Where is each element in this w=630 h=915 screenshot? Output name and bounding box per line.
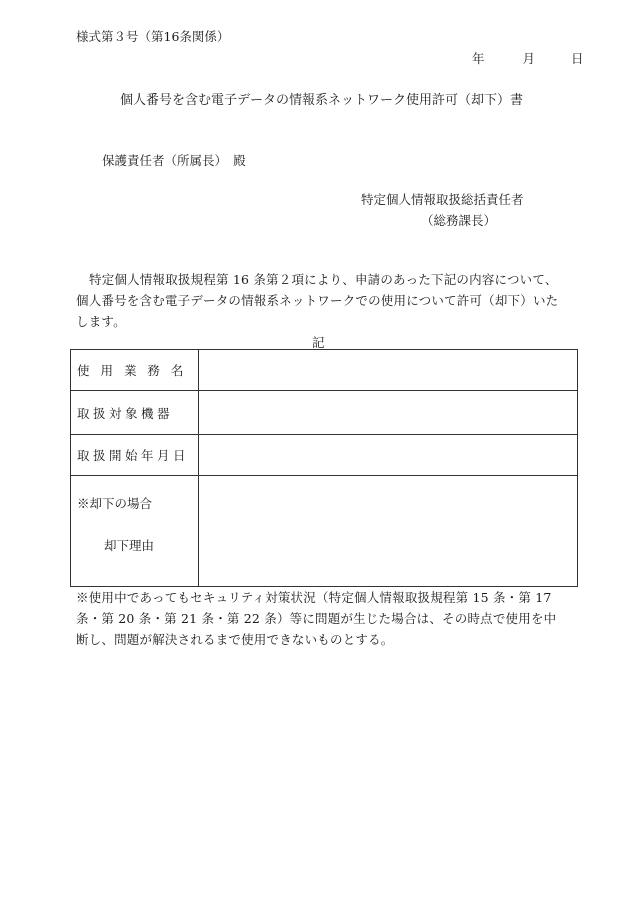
- row-value-rejection: [199, 476, 578, 587]
- row-value-business-name: [199, 350, 578, 391]
- date-line: [472, 49, 583, 67]
- table-row: [71, 391, 578, 435]
- date-day-label: 日: [570, 51, 584, 66]
- footnote: ※使用中であってもセキュリティ対策状況（特定個人情報取扱規程第 15 条・第 17 条・第 20 条・第 21 条・第 22 条）等に問題が生じた場合は、その時点で使用を中断し、問題が解決されるまで使用できないものとする。: [76, 590, 557, 647]
- recipient: 保護責任者（所属長） 殿: [102, 153, 246, 168]
- row-label-rejection: [71, 476, 199, 587]
- rejection-case-label: ※却下の場合: [77, 496, 153, 511]
- rejection-reason-label: 却下理由: [104, 538, 155, 553]
- row-value-target-device: [199, 391, 578, 435]
- document-title: 個人番号を含む電子データの情報系ネットワーク使用許可（却下）書: [120, 93, 524, 108]
- sender-title: 特定個人情報取扱総括責任者: [361, 192, 524, 207]
- date-year-label: 年: [472, 51, 485, 66]
- details-table: [70, 349, 578, 587]
- table-row: [71, 476, 578, 587]
- table-row: [71, 435, 578, 476]
- row-label-start-date: 取扱開始年月日: [71, 435, 199, 476]
- ki-heading: 記: [312, 335, 325, 350]
- row-value-start-date: [199, 435, 578, 476]
- row-label-business-name: 使 用 業 務 名: [71, 350, 199, 391]
- date-month-label: 月: [522, 51, 535, 66]
- body-paragraph: 特定個人情報取扱規程第 16 条第２項により、申請のあった下記の内容について、個人番号を含む電子データの情報系ネットワークでの使用について許可（却下）いたします。: [76, 272, 559, 329]
- form-number-label: 様式第３号（第16条関係）: [76, 29, 230, 44]
- sender-department: （総務課長）: [421, 213, 497, 228]
- row-label-target-device: 取扱対象機器: [71, 391, 199, 435]
- table-row: [71, 350, 578, 391]
